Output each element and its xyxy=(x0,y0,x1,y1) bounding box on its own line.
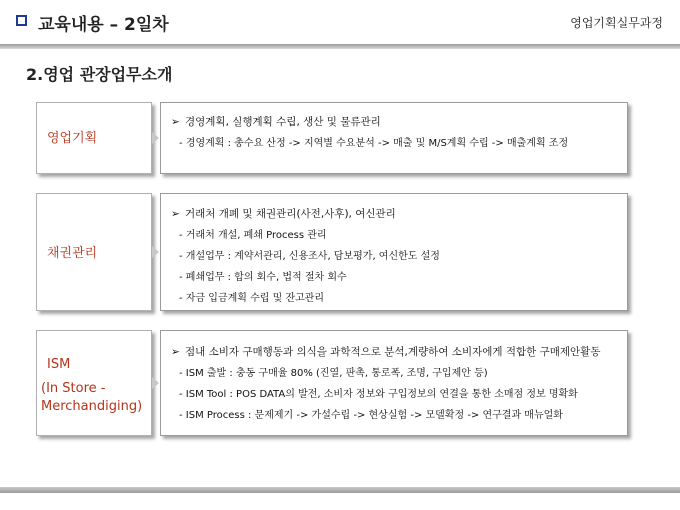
content-box-credit-management xyxy=(160,193,628,311)
list-item: - ISM Tool : POS DATA의 발전, 소비자 정보와 구입정보의 연결을 통한 소매점 정보 명확화 xyxy=(179,389,578,400)
list-item: - 경영계획 : 총수요 산정 -> 지역별 수요분석 -> 매출 및 M/S계획 수립 -> 매출계획 조정 xyxy=(179,138,569,149)
course-name: 영업기획실무과정 xyxy=(570,16,663,30)
arrow-icon xyxy=(152,132,159,144)
section-title: 2.영업 관장업무소개 xyxy=(26,65,173,84)
arrow-icon xyxy=(152,246,159,258)
header-divider xyxy=(0,44,680,49)
heading-text: 거래처 개폐 및 채권관리(사전,사후), 여신관리 xyxy=(185,208,396,220)
block-heading xyxy=(171,207,617,222)
content-box-ism xyxy=(160,330,628,436)
arrow-icon xyxy=(152,377,159,389)
heading-text: 점내 소비자 구매행동과 의식을 과학적으로 분석,계량하여 소비자에게 적합한 구매제안활동 xyxy=(185,346,601,358)
label-box-credit-management xyxy=(36,193,152,311)
list-item: - 개설업무 : 계약서관리, 신용조사, 담보평가, 여신한도 설정 xyxy=(179,251,440,262)
label-line: ISM xyxy=(47,357,71,372)
block-heading xyxy=(171,115,617,130)
label-line: 영업기획 xyxy=(47,131,98,146)
list-item: - 거래처 개설, 폐쇄 Process 관리 xyxy=(179,230,327,241)
block-heading xyxy=(171,345,617,360)
label-line: 채권관리 xyxy=(47,246,98,261)
chevron-right-icon: ➢ xyxy=(171,346,180,358)
label-box-sales-planning xyxy=(36,102,152,174)
footer-divider xyxy=(0,487,680,493)
checkbox-icon xyxy=(16,15,27,26)
label-box-ism xyxy=(36,330,152,436)
chevron-right-icon: ➢ xyxy=(171,116,180,128)
label-line: (In Store - xyxy=(41,381,106,396)
label-line: Merchandiging) xyxy=(41,399,143,414)
list-item: - 자금 입금계획 수립 및 잔고관리 xyxy=(179,293,325,304)
list-item: - ISM 출발 : 충동 구매율 80% (진열, 판촉, 통로폭, 조명, 구입제안 등) xyxy=(179,368,488,379)
heading-text: 경영계획, 실행계획 수립, 생산 및 물류관리 xyxy=(185,116,381,128)
list-item: - 폐쇄업무 : 합의 회수, 법적 절차 회수 xyxy=(179,272,347,283)
slide-header xyxy=(0,0,680,44)
content-box-sales-planning xyxy=(160,102,628,174)
slide-title: 교육내용 – 2일차 xyxy=(38,15,169,35)
chevron-right-icon: ➢ xyxy=(171,208,180,220)
list-item: - ISM Process : 문제제기 -> 가설수립 -> 현상실험 -> 모델확정 -> 연구결과 매뉴얼화 xyxy=(179,410,563,421)
